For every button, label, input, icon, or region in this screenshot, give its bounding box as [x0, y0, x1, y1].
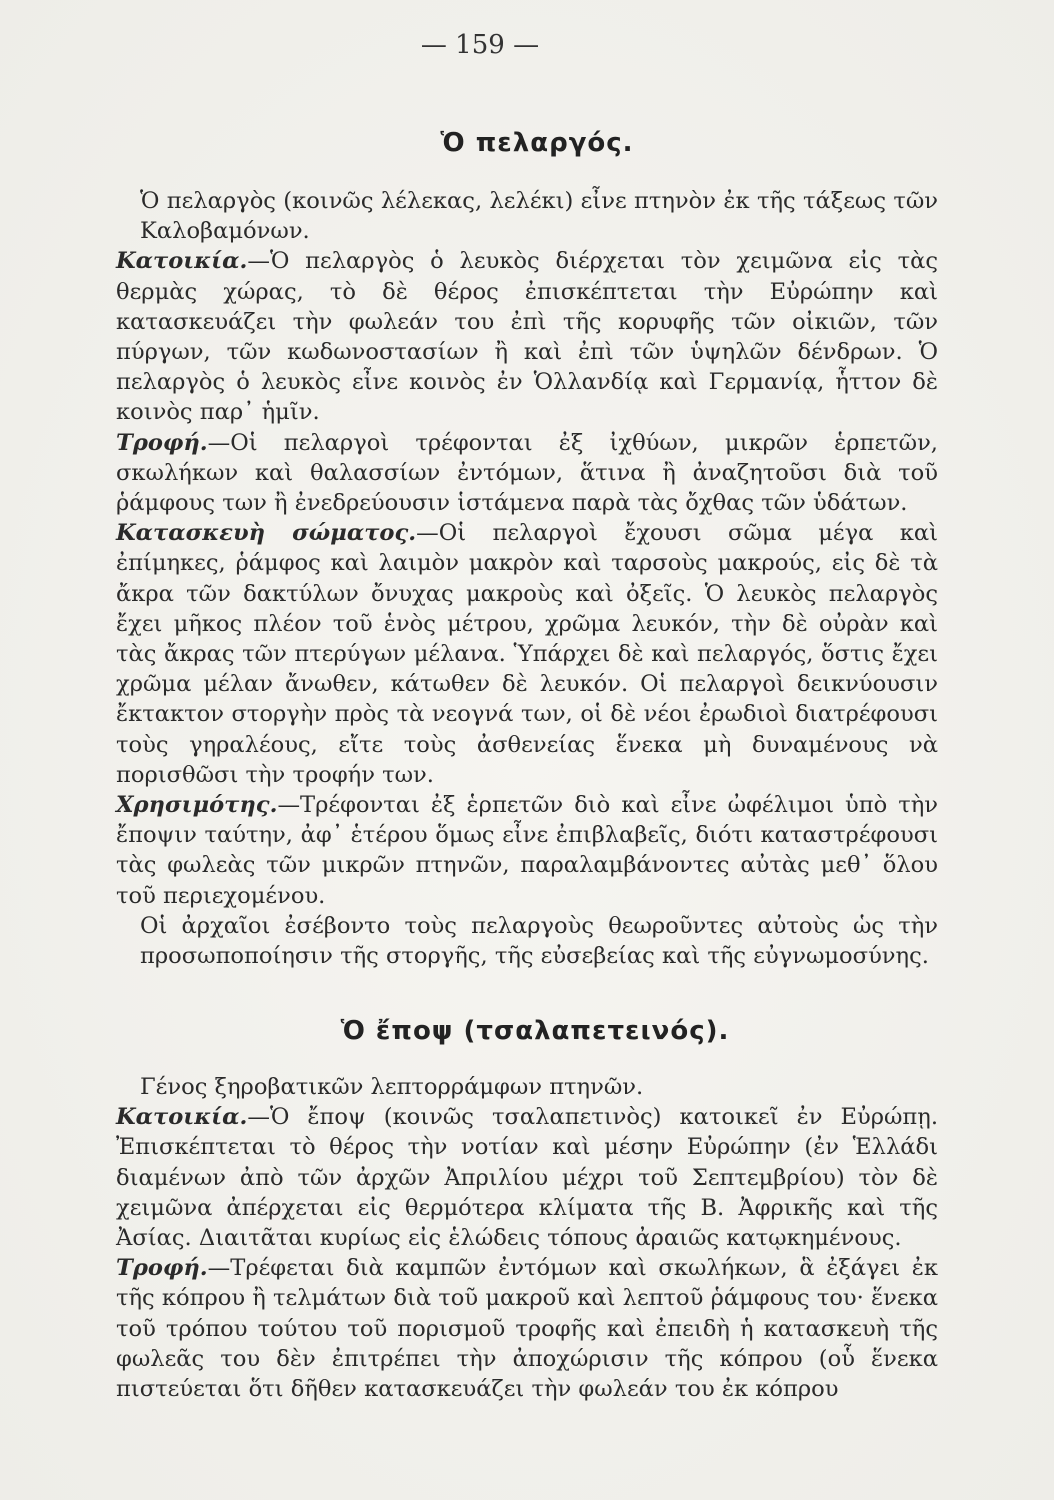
section-title-hoopoe: Ὁ ἔποψ (τσαλαπετεινός). [340, 1016, 730, 1046]
paragraph [116, 518, 938, 790]
paragraph-heading: Τροφή. [116, 429, 208, 456]
paragraph [116, 790, 938, 911]
paragraph-text: Ὁ πελαργὸς (κοινῶς λέλεκας, λελέκι) εἶνε πτηνὸν ἐκ τῆς τάξεως τῶν Καλοβαμόνων. [140, 188, 938, 245]
paragraph-text: —Τρέφονται ἐξ ἑρπετῶν διὸ καὶ εἶνε ὠφέλιμοι ὑπὸ τὴν ἔποψιν ταύτην, ἀφ᾽ ἑτέρου ὅμως εἶνε ἐπιβλαβεῖς, διότι καταστρέφουσι τὰς φωλεὰς τῶν μικρῶν πτηνῶν, παραλαμβάνοντες αὐτὰς μεθ᾽ ὅλου τοῦ περιεχομένου. [116, 792, 938, 909]
paragraph [116, 186, 938, 246]
paragraph-text: —Ὁ πελαργὸς ὁ λευκὸς διέρχεται τὸν χειμῶνα εἰς τὰς θερμὰς χώρας, τὸ δὲ θέρος ἐπισκέπτεται τὴν Εὐρώπην καὶ κατασκευάζει τὴν φωλεάν του ἐπὶ τῆς κορυφῆς τῶν οἰκιῶν, τῶν πύργων, τῶν κωδωνοστασίων ἢ καὶ ἐπὶ τῶν ὑψηλῶν δένδρων. Ὁ πελαργὸς ὁ λευκὸς εἶνε κοινὸς ἐν Ὁλλανδίᾳ καὶ Γερμανίᾳ, ἧττον δὲ κοινὸς παρ᾽ ἡμῖν. [116, 248, 938, 426]
page-number: — 159 — [420, 30, 540, 60]
paragraph-text: —Οἱ πελαργοὶ ἔχουσι σῶμα μέγα καὶ ἐπίμηκες, ῥάμφος καὶ λαιμὸν μακρὸν καὶ ταρσοὺς μακρούς, εἰς δὲ τὰ ἄκρα τῶν δακτύλων ὄνυχας μακροὺς καὶ ὀξεῖς. Ὁ λευκὸς πελαργὸς ἔχει μῆκος πλέον τοῦ ἑνὸς μέτρου, χρῶμα λευκόν, τὴν δὲ οὐρὰν καὶ τὰς ἄκρας τῶν πτερύγων μέλανα. Ὑπάρχει δὲ καὶ πελαργός, ὅστις ἔχει χρῶμα μέλαν ἄνωθεν, κάτωθεν δὲ λευκόν. Οἱ πελαργοὶ δεικνύουσιν ἔκτακτον στοργὴν πρὸς τὰ νεογνά των, οἱ δὲ νέοι ἐρωδιοὶ διατρέφουσι τοὺς γηραλέους, εἴτε τοὺς ἀσθενείας ἕνεκα μὴ δυναμένους νὰ πορισθῶσι τὴν τροφήν των. [116, 520, 938, 788]
paragraph-heading: Κατοικία. [116, 248, 248, 275]
section-body-hoopoe [116, 1072, 938, 1404]
paragraph-text: —Ὁ ἔποψ (κοινῶς τσαλαπετινὸς) κατοικεῖ ἐν Εὐρώπῃ. Ἐπισκέπτεται τὸ θέρος τὴν νοτίαν καὶ μέσην Εὐρώπην (ἐν Ἑλλάδι διαμένων ἀπὸ τῶν ἀρχῶν Ἀπριλίου μέχρι τοῦ Σεπτεμβρίου) τὸν δὲ χειμῶνα ἀπέρχεται εἰς θερμότερα κλίματα τῆς Β. Ἀφρικῆς καὶ τῆς Ἀσίας. Διαιτᾶται κυρίως εἰς ἑλώδεις τόπους ἀραιῶς κατῳκημένους. [116, 1104, 938, 1252]
paragraph [116, 911, 938, 971]
section-title-stork: Ὁ πελαργός. [440, 128, 634, 158]
paragraph-heading: Κατοικία. [116, 1104, 248, 1131]
paragraph-text: Οἱ ἀρχαῖοι ἐσέβοντο τοὺς πελαργοὺς θεωροῦντες αὐτοὺς ὡς τὴν προσωποποίησιν τῆς στοργῆς, τῆς εὐσεβείας καὶ τῆς εὐγνωμοσύνης. [140, 912, 938, 970]
paragraph [116, 1253, 938, 1404]
paragraph [116, 1072, 938, 1102]
paragraph-text: Γένος ξηροβατικῶν λεπτορράμφων πτηνῶν. [140, 1074, 644, 1100]
paragraph [116, 428, 938, 519]
section-body-stork [116, 186, 938, 971]
paragraph-text: —Τρέφεται διὰ καμπῶν ἐντόμων καὶ σκωλήκων, ἃ ἐξάγει ἐκ τῆς κόπρου ἢ τελμάτων διὰ τοῦ μακροῦ καὶ λεπτοῦ ῥάμφους του· ἕνεκα τοῦ τρόπου τούτου τοῦ πορισμοῦ τροφῆς καὶ ἐπειδὴ ἡ κατασκευὴ τῆς φωλεᾶς του δὲν ἐπιτρέπει τὴν ἀποχώρισιν τῆς κόπρου (οὗ ἕνεκα πιστεύεται ὅτι δῆθεν κατασκευάζει τὴν φωλεάν του ἐκ κόπρου [116, 1255, 938, 1403]
paragraph-heading: Κατασκευὴ σώματος. [116, 520, 417, 547]
paragraph-heading: Τροφή. [116, 1255, 208, 1282]
paragraph-heading: Χρησιμότης. [116, 792, 278, 819]
paragraph [116, 1102, 938, 1253]
paragraph-text: —Οἱ πελαργοὶ τρέφονται ἐξ ἰχθύων, μικρῶν ἑρπετῶν, σκωλήκων καὶ θαλασσίων ἐντόμων, ἅτινα ἢ ἀναζητοῦσι διὰ τοῦ ῥάμφους των ἢ ἐνεδρεύουσιν ἱστάμενα παρὰ τὰς ὄχθας τῶν ὑδάτων. [116, 429, 938, 517]
paragraph [116, 246, 938, 427]
